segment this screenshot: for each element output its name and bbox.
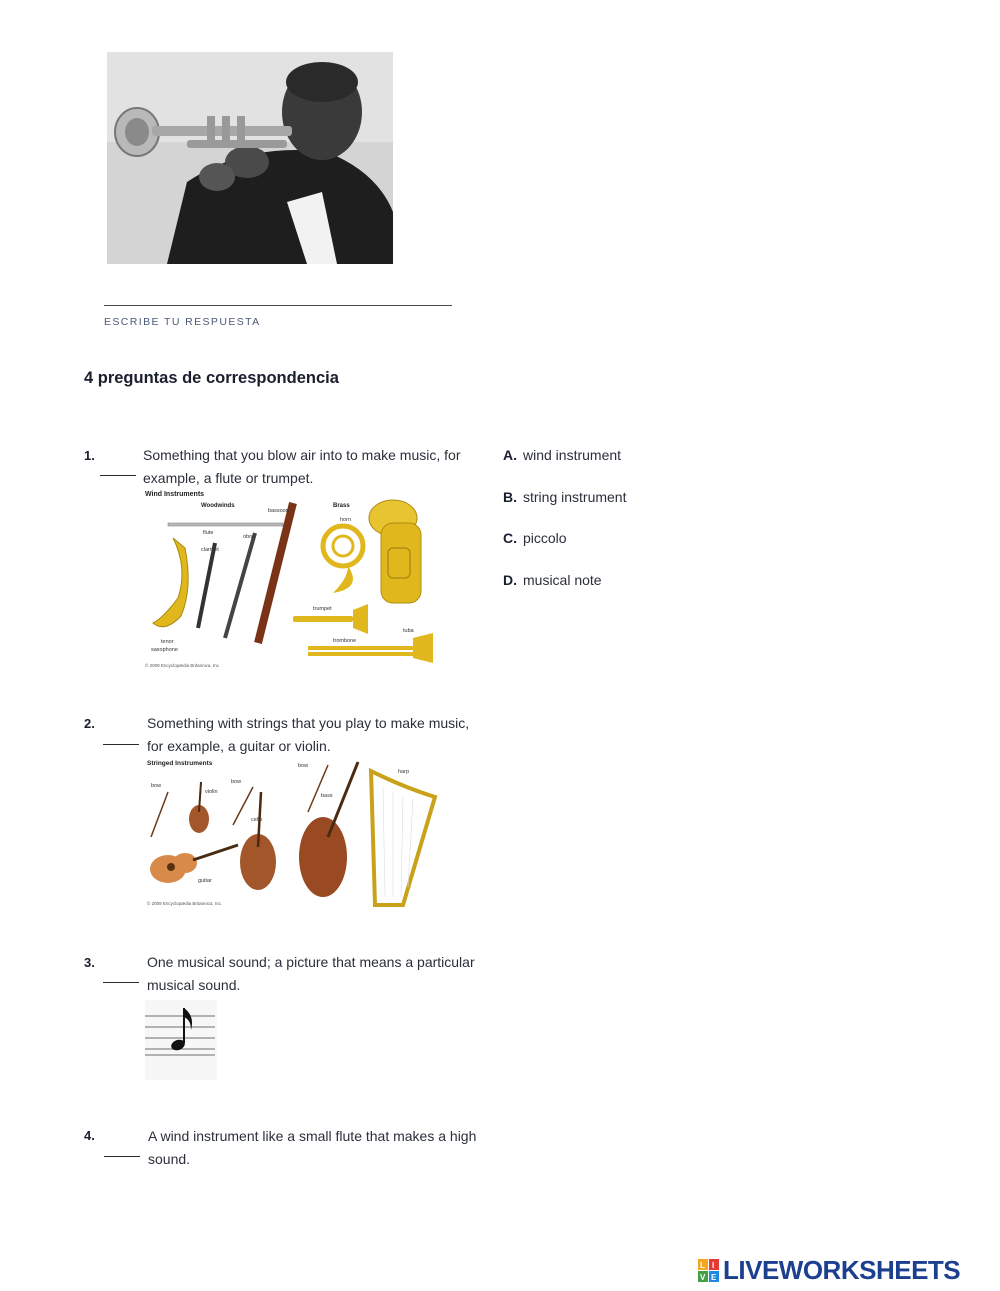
label-harp: harp <box>398 769 410 775</box>
label-bass: bass <box>321 793 333 799</box>
question-4-number: 4. <box>84 1128 95 1143</box>
wind-figure-brass: Brass <box>333 503 350 509</box>
label-clarinet: clarinet <box>201 547 219 553</box>
question-3-line2: musical sound. <box>147 977 241 993</box>
section-title: 4 preguntas de correspondencia <box>84 369 339 387</box>
liveworksheets-logo <box>698 1255 994 1287</box>
label-sax2: saxophone <box>151 647 178 653</box>
answer-label: ESCRIBE TU RESPUESTA <box>104 316 261 328</box>
label-horn: horn <box>340 517 352 523</box>
question-4-line2: sound. <box>148 1151 191 1167</box>
label-bow3: bow <box>298 763 309 769</box>
question-3-answer-blank[interactable] <box>103 982 139 983</box>
label-guitar: guitar <box>198 878 212 884</box>
question-1-text <box>143 444 460 490</box>
option-c-label: piccolo <box>523 530 567 546</box>
question-4-answer-blank[interactable] <box>104 1156 140 1157</box>
svg-text:L: L <box>700 1261 705 1270</box>
wind-figure-woodwinds: Woodwinds <box>201 503 235 509</box>
question-2-answer-blank[interactable] <box>103 744 139 745</box>
label-bow1: bow <box>151 783 162 789</box>
wind-figure-title: Wind Instruments <box>145 491 205 498</box>
trumpet-player-photo <box>107 52 393 264</box>
label-cello: cello <box>251 817 263 823</box>
logo-badge-icon <box>698 1259 720 1283</box>
svg-text:V: V <box>700 1273 706 1282</box>
question-1-number: 1. <box>84 448 95 463</box>
label-trombone: trombone <box>333 638 357 644</box>
option-d <box>503 572 602 588</box>
svg-text:I: I <box>712 1261 715 1270</box>
wind-instruments-figure <box>143 488 443 670</box>
label-sax1: tenor <box>161 639 174 645</box>
label-oboe: oboe <box>243 534 256 540</box>
musical-note-figure <box>145 1000 217 1080</box>
option-b-label: string instrument <box>523 489 627 505</box>
question-1-answer-blank[interactable] <box>100 475 136 476</box>
question-4-line1: A wind instrument like a small flute that makes a high <box>148 1128 477 1144</box>
label-trumpet: trumpet <box>313 606 332 612</box>
question-2-line1: Something with strings that you play to make music, <box>147 715 470 731</box>
label-violin: violin <box>205 789 218 795</box>
label-bassoon: bassoon <box>268 508 289 514</box>
option-b-letter: B. <box>503 489 517 505</box>
question-2-number: 2. <box>84 716 95 731</box>
label-tuba: tuba <box>403 628 414 634</box>
logo-text: LIVEWORKSHEETS <box>723 1255 961 1285</box>
question-3-text <box>147 951 475 997</box>
svg-text:E: E <box>711 1273 717 1282</box>
label-flute: flute <box>203 530 214 536</box>
stringed-instruments-figure <box>143 757 443 909</box>
string-figure-title: Stringed Instruments <box>147 760 213 767</box>
string-figure-credit: © 2009 Encyclopædia Britannica, Inc. <box>147 901 223 906</box>
option-a-letter: A. <box>503 447 517 463</box>
option-c-letter: C. <box>503 530 517 546</box>
option-d-label: musical note <box>523 572 602 588</box>
option-b <box>503 489 626 505</box>
question-4-text <box>148 1125 476 1171</box>
label-bow2: bow <box>231 779 242 785</box>
answer-input-line[interactable] <box>104 305 452 306</box>
question-2-text <box>147 712 469 758</box>
option-c <box>503 530 567 546</box>
option-d-letter: D. <box>503 572 517 588</box>
question-1-line1: Something that you blow air into to make music, for <box>143 447 461 463</box>
wind-figure-credit: © 2009 Encyclopædia Britannica, Inc. <box>145 663 221 668</box>
question-2-line2: for example, a guitar or violin. <box>147 738 331 754</box>
question-3-line1: One musical sound; a picture that means a particular <box>147 954 475 970</box>
option-a <box>503 447 621 463</box>
option-a-label: wind instrument <box>523 447 622 463</box>
question-3-number: 3. <box>84 955 95 970</box>
question-1-line2: example, a flute or trumpet. <box>143 470 314 486</box>
